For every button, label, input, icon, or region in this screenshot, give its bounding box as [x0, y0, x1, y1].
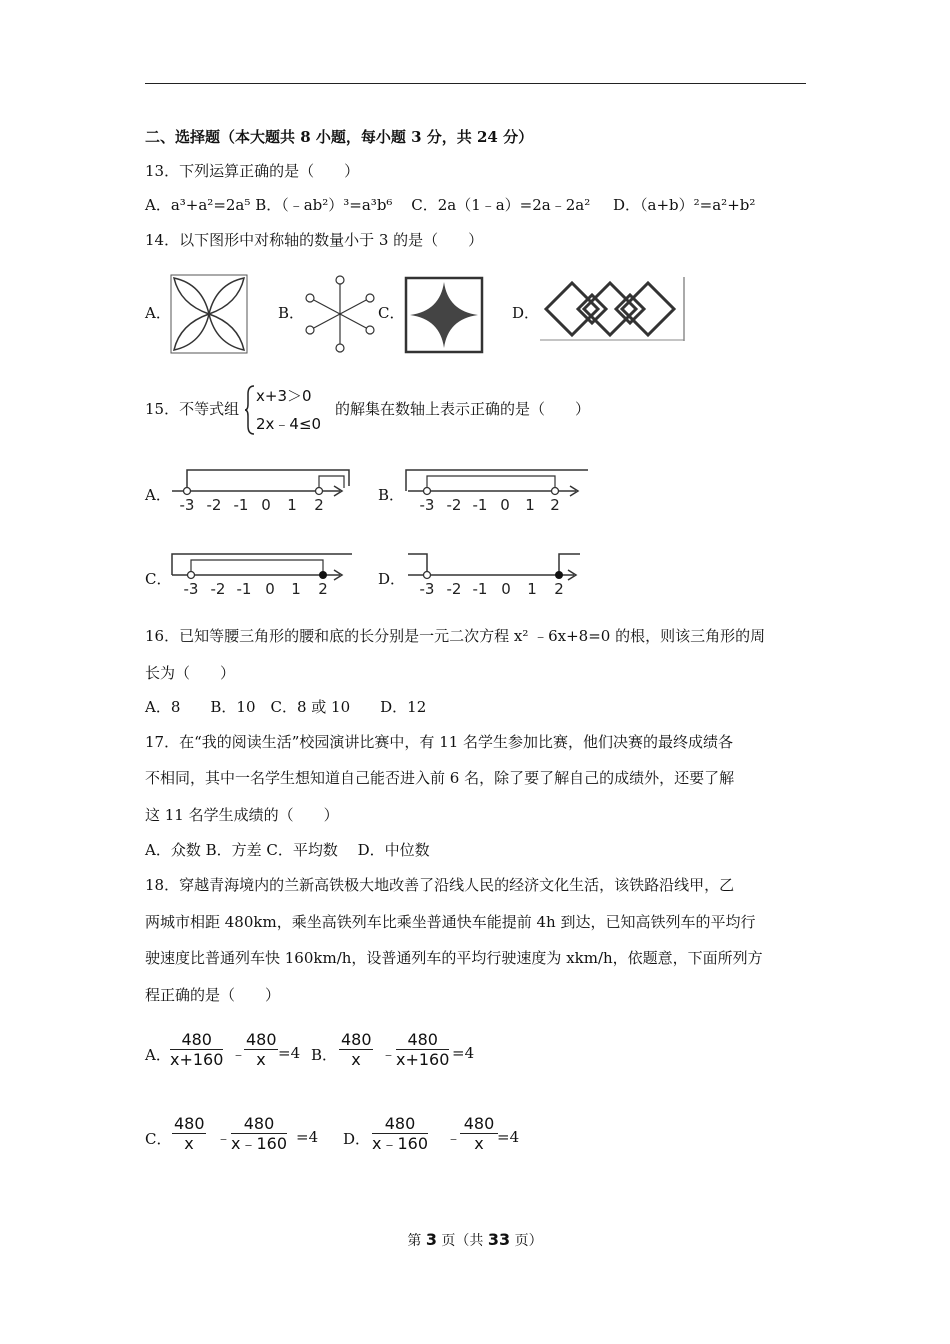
q18-b-fraction-2 [396, 1030, 449, 1070]
minus-sign: ﹣ [231, 1045, 247, 1063]
q15-b-tick-label: 1 [525, 496, 535, 512]
q15-a-tick-label: 2 [314, 496, 324, 512]
q13-option-d-label: D． [613, 196, 641, 214]
q15-numberline-a [168, 466, 352, 512]
q15-a-tick-label: -1 [233, 496, 249, 512]
q15-numberline-b [404, 466, 590, 512]
concave-star-in-square-icon [404, 276, 484, 354]
q15-d-tick-label: 1 [527, 580, 537, 596]
footer-page-number: 3 [425, 1230, 437, 1249]
denominator: x+160 [396, 1050, 450, 1069]
q15-inequality-2: 2x﹣4≤0 [256, 415, 322, 433]
q17-line-1: 17．在“我的阅读生活”校园演讲比赛中，有 11 名学生参加比赛，他们决赛的最终成绩各 [145, 733, 734, 751]
q13-stem: 13．下列运算正确的是（ ） [145, 162, 360, 180]
q18-label-d: D． [343, 1130, 371, 1148]
q15-b-tick-label: 2 [550, 496, 560, 512]
denominator: x [474, 1134, 484, 1153]
equals-four: =4 [296, 1128, 319, 1146]
denominator: x [184, 1134, 194, 1153]
q15-numberline-c [168, 550, 354, 596]
q18-label-c: C． [145, 1130, 172, 1148]
q18-b-fraction-1 [339, 1030, 373, 1070]
equals-four: =4 [497, 1128, 520, 1146]
footer-total-pages: 33 [487, 1230, 511, 1249]
left-brace-icon [244, 384, 256, 436]
q16-line-1: 16．已知等腰三角形的腰和底的长分别是一元二次方程 x² ﹣6x+8=0 的根，则该三角形的周 [145, 627, 766, 645]
minus-sign: ﹣ [446, 1129, 462, 1147]
q18-line-4: 程正确的是（ ） [145, 986, 281, 1004]
q18-a-fraction-2 [244, 1030, 278, 1070]
equals-four: =4 [452, 1044, 475, 1062]
page-footer [0, 1230, 950, 1250]
q15-label-b: B． [378, 486, 405, 504]
q15-a-tick-label: 0 [261, 496, 271, 512]
q16-options: A．8 B．10 C．8 或 10 D．12 [145, 698, 427, 716]
denominator: x﹣160 [372, 1134, 429, 1153]
q15-d-tick-label: 0 [501, 580, 511, 596]
q15-label-d: D． [378, 570, 406, 588]
q15-d-tick-label: 2 [554, 580, 564, 596]
q18-line-1: 18．穿越青海境内的兰新高铁极大地改善了沿线人民的经济文化生活，该铁路沿线甲，乙 [145, 876, 735, 894]
q18-c-fraction-1 [172, 1114, 206, 1154]
q15-b-tick-label: -2 [446, 496, 462, 512]
q18-line-3: 驶速度比普通列车快 160km/h，设普通列车的平均行驶速度为 xkm/h，依题意，下面所列方 [145, 949, 763, 967]
q13-option-d: （a+b）²=a²+b² [640, 196, 756, 214]
six-spoke-star-icon [302, 274, 378, 354]
q14-label-c: C． [378, 304, 405, 322]
q13-option-c: 2a（1﹣a）=2a﹣2a² [437, 196, 591, 214]
q13-option-b: （﹣ab²）³=a³b⁶ [281, 196, 393, 214]
q17-line-3: 这 11 名学生成绩的（ ） [145, 806, 339, 824]
q15-d-tick-label: -3 [419, 580, 435, 596]
numerator: 480 [231, 1114, 287, 1134]
q18-line-2: 两城市相距 480km，乘坐高铁列车比乘坐普通快车能提前 4h 到达，已知高铁列车的平均行 [145, 913, 756, 931]
q15-b-tick-label: 0 [500, 496, 510, 512]
numerator: 480 [174, 1114, 205, 1133]
q15-b-tick-label: -1 [472, 496, 488, 512]
numerator: 480 [460, 1114, 498, 1134]
minus-sign: ﹣ [216, 1129, 232, 1147]
q13-option-b-label: B． [255, 196, 282, 214]
footer-middle: 页（共 [436, 1233, 488, 1249]
q14-label-a: A． [145, 304, 171, 322]
interlocked-diamonds-icon [540, 277, 686, 341]
denominator: x﹣160 [231, 1134, 288, 1153]
q15-inequality-1: x+3＞0 [256, 387, 312, 405]
q15-label-a: A． [145, 486, 171, 504]
q15-a-tick-label: 1 [287, 496, 297, 512]
q15-c-tick-label: 1 [291, 580, 301, 596]
q15-a-tick-label: -3 [179, 496, 195, 512]
q14-label-b: B． [278, 304, 305, 322]
q15-b-tick-label: -3 [419, 496, 435, 512]
q15-c-tick-label: 2 [318, 580, 328, 596]
equals-four: =4 [278, 1044, 301, 1062]
q15-c-tick-label: -1 [236, 580, 252, 596]
q18-c-fraction-2 [231, 1114, 287, 1154]
four-petal-flower-icon [170, 274, 248, 354]
q14-label-d: D． [512, 304, 540, 322]
denominator: x [351, 1050, 361, 1069]
denominator: x [256, 1050, 266, 1069]
q15-c-tick-label: 0 [265, 580, 275, 596]
q15-stem-suffix: 的解集在数轴上表示正确的是（ ） [335, 400, 591, 418]
q17-line-2: 不相同，其中一名学生想知道自己能否进入前 6 名，除了要了解自己的成绩外，还要了解 [145, 769, 735, 787]
q15-label-c: C． [145, 570, 172, 588]
q13-options [145, 194, 755, 215]
q15-d-tick-label: -1 [472, 580, 488, 596]
q15-d-tick-label: -2 [446, 580, 462, 596]
q13-option-c-label: C． [411, 196, 438, 214]
q13-option-a: a³+a²=2a⁵ [170, 196, 251, 214]
minus-sign: ﹣ [381, 1045, 397, 1063]
q18-d-fraction-1 [372, 1114, 428, 1154]
q15-numberline-d [404, 550, 582, 596]
numerator: 480 [372, 1114, 428, 1134]
q18-d-fraction-2 [460, 1114, 498, 1154]
q15-stem-prefix: 15．不等式组 [145, 400, 240, 418]
q18-a-fraction-1 [170, 1030, 223, 1070]
q17-options: A．众数 B．方差 C．平均数 D．中位数 [145, 841, 430, 859]
footer-suffix: 页） [510, 1233, 543, 1249]
q13-option-a-label: A． [145, 196, 171, 214]
numerator: 480 [341, 1030, 372, 1049]
denominator: x+160 [170, 1050, 224, 1069]
numerator: 480 [170, 1030, 223, 1050]
q18-label-b: B． [311, 1046, 338, 1064]
footer-prefix: 第 [407, 1233, 426, 1249]
q15-c-tick-label: -3 [183, 580, 199, 596]
q16-line-2: 长为（ ） [145, 664, 236, 682]
header-rule [145, 83, 806, 84]
q14-stem: 14．以下图形中对称轴的数量小于 3 的是（ ） [145, 231, 484, 249]
section-title: 二、选择题（本大题共 8 小题，每小题 3 分，共 24 分） [145, 128, 534, 146]
numerator: 480 [396, 1030, 449, 1050]
numerator: 480 [246, 1030, 277, 1049]
q15-a-tick-label: -2 [206, 496, 222, 512]
q18-label-a: A． [145, 1046, 171, 1064]
q15-c-tick-label: -2 [210, 580, 226, 596]
